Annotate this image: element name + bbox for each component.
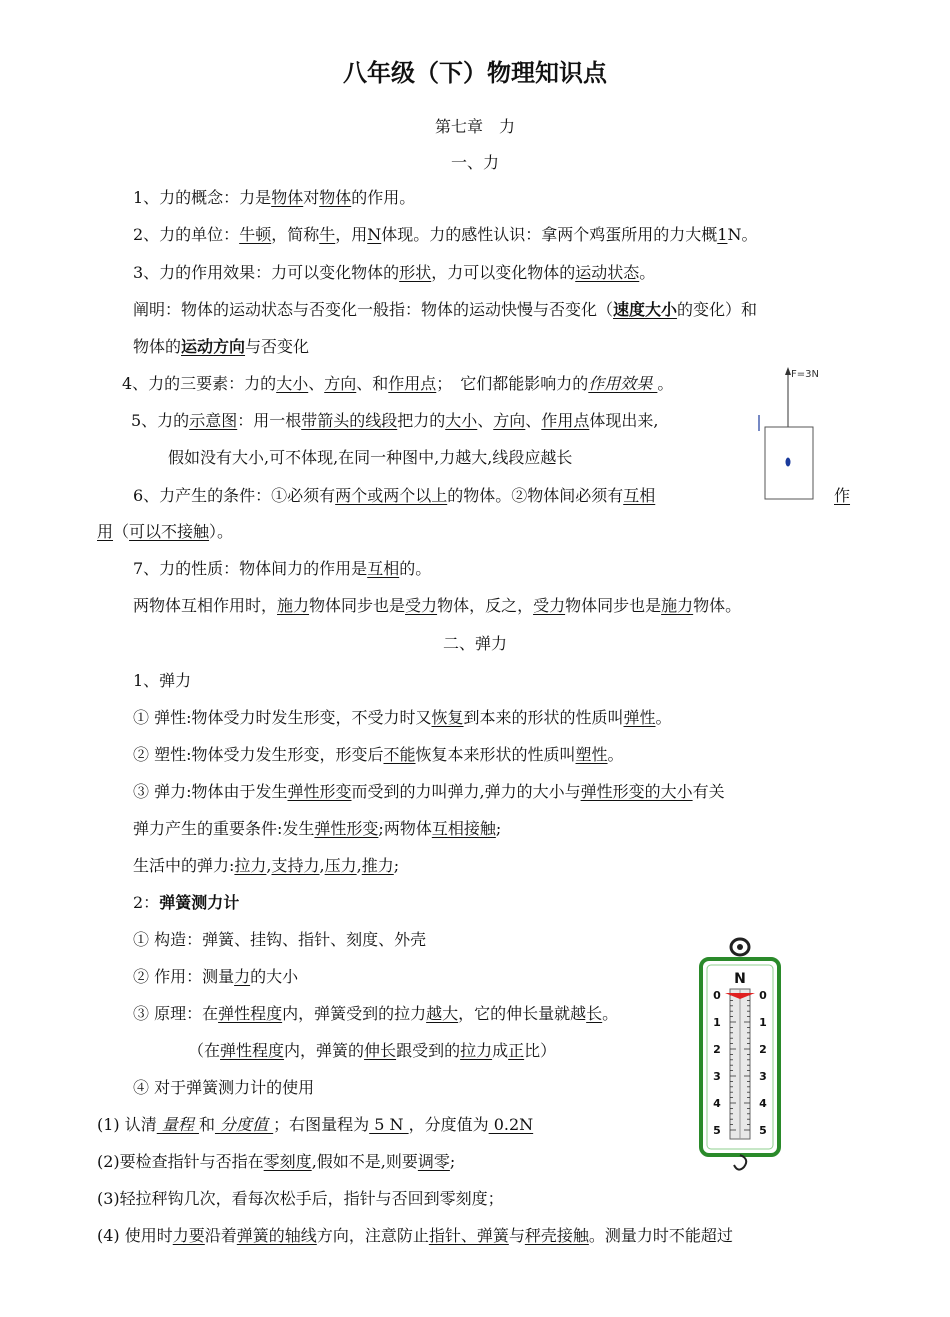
item-force-condition-wrap: 作 xyxy=(834,486,851,505)
item-spring-scale-heading: 2：弹簧测力计 xyxy=(133,893,240,912)
item-spring-structure: ① 构造：弹簧、挂钩、指针、刻度、外壳 xyxy=(133,930,427,949)
item-spring-function: ② 作用：测量力的大小 xyxy=(133,967,299,986)
scale-tick-label-l-3: 3 xyxy=(713,1070,721,1083)
item-elasticity: ① 弹性:物体受力时发生形变，不受力时又恢复到本来的形状的性质叫弹性。 xyxy=(133,708,672,727)
scale-tick-label-r-2: 2 xyxy=(759,1043,767,1056)
scale-tick-label-r-3: 3 xyxy=(759,1070,767,1083)
force-label: F=3N xyxy=(791,369,819,380)
chapter-heading: 第七章 力 xyxy=(434,117,515,136)
section-heading-elastic: 二、弹力 xyxy=(442,634,507,653)
item-force-condition-cont: 用（可以不接触）。 xyxy=(97,522,234,541)
item-force-diagram-note: 假如没有大小,可不体现,在同一种图中,力越大,线段应越长 xyxy=(168,448,573,467)
item-spring-principle-note: （在弹性程度内，弹簧的伸长跟受到的拉力成正比） xyxy=(188,1041,557,1060)
scale-tick-label-r-1: 1 xyxy=(759,1016,767,1029)
item-force-effect: 3、力的作用效果：力可以变化物体的形状，力可以变化物体的运动状态。 xyxy=(133,263,656,282)
section-heading-force: 一、力 xyxy=(450,153,499,172)
item-spring-principle: ③ 原理：在弹性程度内，弹簧受到的拉力越大，它的伸长量就越长。 xyxy=(133,1004,619,1023)
scale-tick-label-r-5: 5 xyxy=(759,1124,767,1137)
scale-hook-icon xyxy=(734,1155,746,1170)
force-diagram-figure xyxy=(755,365,825,505)
item-force-condition: 6、力产生的条件：①必须有两个或两个以上的物体。②物体间必须有互相 xyxy=(133,486,656,505)
page-title: 八年级（下）物理知识点 xyxy=(343,59,607,87)
item-elastic-condition: 弹力产生的重要条件:发生弹性形变;两物体互相接触; xyxy=(133,819,502,838)
scale-tick-label-l-1: 1 xyxy=(713,1016,721,1029)
usage-step-3: (3)轻拉秤钩几次，看每次松手后，指针与否回到零刻度； xyxy=(97,1189,504,1208)
scale-tick-label-l-4: 4 xyxy=(713,1097,721,1110)
application-point xyxy=(786,458,791,467)
scale-tick-label-l-2: 2 xyxy=(713,1043,721,1056)
item-plasticity: ② 塑性:物体受力发生形变，形变后不能恢复本来形状的性质叫塑性。 xyxy=(133,745,624,764)
item-force-unit: 2、力的单位：牛顿，简称牛，用N体现。力的感性认识：拿两个鸡蛋所用的力大概1N。 xyxy=(133,225,758,244)
note-motion-direction: 物体的运动方向与否变化 xyxy=(133,337,310,356)
scale-tick-label-l-0: 0 xyxy=(713,989,721,1002)
item-elastic-life: 生活中的弹力:拉力,支持力,压力,推力; xyxy=(133,856,400,875)
item-force-property: 7、力的性质：物体间力的作用是互相的。 xyxy=(133,559,432,578)
scale-tick-label-l-5: 5 xyxy=(713,1124,721,1137)
item-force-concept: 1、力的概念：力是物体对物体的作用。 xyxy=(133,188,416,207)
usage-step-1: (1) 认清 量程 和 分度值 ；右图量程为 5 N ，分度值为 0.2N xyxy=(97,1115,534,1134)
item-three-elements: 4、力的三要素：力的大小、方向、和作用点； 它们都能影响力的作用效果 。 xyxy=(122,374,674,393)
usage-step-4: (4) 使用时力要沿着弹簧的轴线方向，注意防止指针、弹簧与秤壳接触。测量力时不能超过 xyxy=(97,1226,733,1245)
item-spring-usage: ④ 对于弹簧测力计的使用 xyxy=(133,1078,315,1097)
note-motion-state: 阐明：物体的运动状态与否变化一般指：物体的运动快慢与否变化（速度大小的变化）和 xyxy=(133,300,758,319)
item-elastic-force: 1、弹力 xyxy=(133,671,192,690)
scale-tick-label-r-0: 0 xyxy=(759,989,767,1002)
spring-scale-figure xyxy=(695,935,785,1175)
item-force-diagram: 5、力的示意图：用一根带箭头的线段把力的大小、方向、作用点体现出来, xyxy=(131,411,659,430)
item-force-mutual: 两物体互相作用时，施力物体同步也是受力物体，反之，受力物体同步也是施力物体。 xyxy=(133,596,742,615)
usage-step-2: (2)要检查指针与否指在零刻度,假如不是,则要调零; xyxy=(97,1152,456,1171)
item-elastic-force-def: ③ 弹力:物体由于发生弹性形变而受到的力叫弹力,弹力的大小与弹性形变的大小有关 xyxy=(133,782,725,801)
scale-tick-label-r-4: 4 xyxy=(759,1097,767,1110)
scale-unit-label: N xyxy=(734,971,746,987)
